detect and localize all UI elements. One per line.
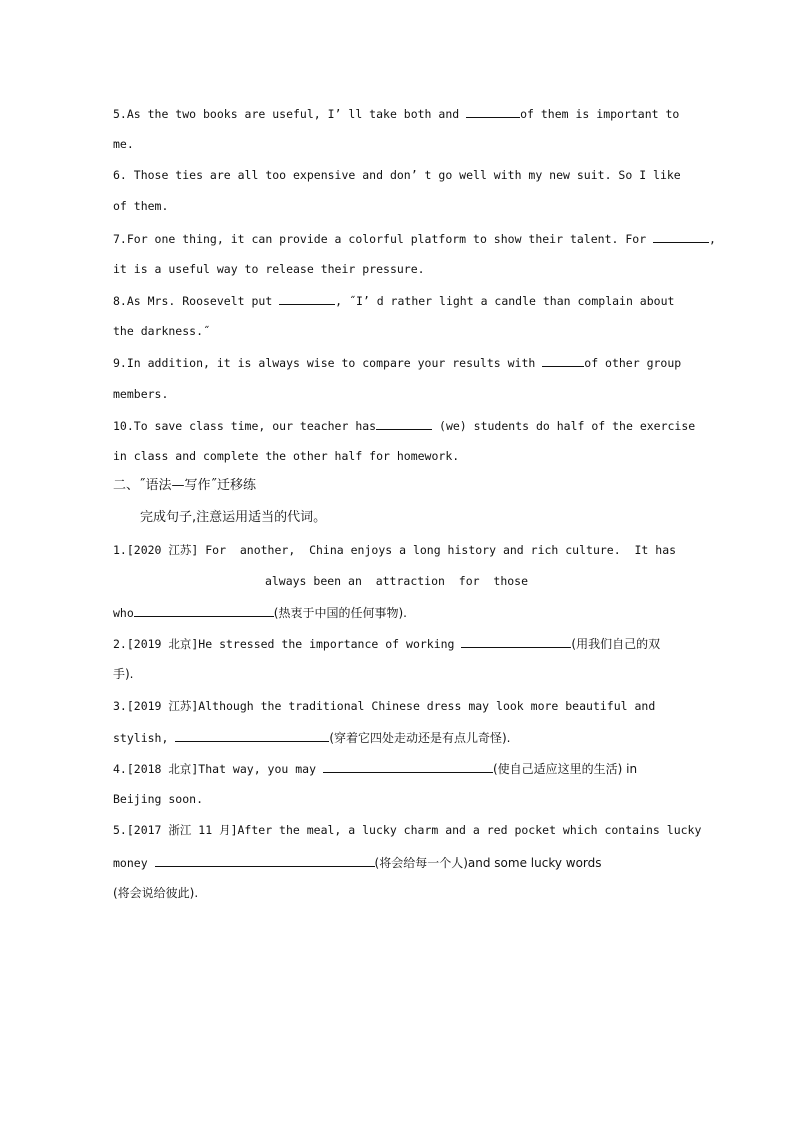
s2-q2-text: 2.[2019 北京]He stressed the importance of working bbox=[113, 637, 462, 651]
s2-q1-line-1: 1.[2020 江苏] For another, China enjoys a long history and rich culture. It has bbox=[113, 543, 677, 557]
s2-q3-line-2 bbox=[113, 729, 680, 746]
section-heading: 二、˝语法—写作˝迁移练 bbox=[113, 478, 257, 493]
q7-text: 7.For one thing, it can provide a colorful platform to show their talent. For bbox=[113, 232, 654, 246]
s2-q2-hint: (用我们自己的双 bbox=[571, 637, 661, 651]
s2-q2-line-2: 手). bbox=[113, 667, 134, 681]
s2-q5-line-2 bbox=[113, 854, 680, 871]
s2-q5-blank[interactable] bbox=[155, 854, 375, 867]
s2-q4-text: 4.[2018 北京]That way, you may bbox=[113, 762, 323, 776]
q5-line-2: me. bbox=[113, 137, 134, 151]
q9-text-2: of other group bbox=[584, 356, 682, 370]
q5-blank[interactable] bbox=[466, 105, 520, 118]
q8-text-2: , ˝I’ d rather light a candle than complain about bbox=[335, 294, 675, 308]
q8-line-2: the darkness.˝ bbox=[113, 324, 210, 338]
s2-q3-blank[interactable] bbox=[175, 729, 329, 742]
s2-q4-line-1 bbox=[113, 760, 680, 777]
q10-text-2: (we) students do half of the exercise bbox=[432, 419, 696, 433]
s2-q5-line-3: (将会说给彼此). bbox=[113, 886, 199, 900]
q9-text: 9.In addition, it is always wise to compare your results with bbox=[113, 356, 543, 370]
s2-q1-text: who bbox=[113, 606, 134, 620]
q8-line-1 bbox=[113, 292, 680, 309]
s2-q2-blank[interactable] bbox=[461, 635, 571, 648]
q7-text-2: , bbox=[709, 232, 716, 246]
s2-q1-line-2: always been an attraction for those bbox=[264, 574, 529, 588]
q5-text-2: of them is important to bbox=[520, 107, 680, 121]
s2-q4-line-2: Beijing soon. bbox=[113, 792, 204, 806]
s2-q1-line-3 bbox=[113, 604, 680, 621]
s2-q3-text: stylish, bbox=[113, 731, 176, 745]
s2-q3-hint: (穿着它四处走动还是有点儿奇怪). bbox=[329, 731, 511, 745]
s2-q3-line-1: 3.[2019 江苏]Although the traditional Chinese dress may look more beautiful and bbox=[113, 699, 656, 713]
q7-line-1 bbox=[113, 230, 716, 247]
s2-q2-line-1 bbox=[113, 635, 680, 652]
s2-q1-blank[interactable] bbox=[134, 604, 274, 617]
s2-q1-hint: (热衷于中国的任何事物). bbox=[273, 606, 407, 620]
s2-q5-line-1: 5.[2017 浙江 11 月]After the meal, a lucky charm and a red pocket which contains lucky bbox=[113, 823, 702, 837]
s2-q4-blank[interactable] bbox=[323, 760, 493, 773]
q9-line-1 bbox=[113, 354, 680, 371]
q9-line-2: members. bbox=[113, 387, 169, 401]
s2-q4-hint: (使自己适应这里的生活) in bbox=[492, 762, 638, 776]
q10-blank[interactable] bbox=[376, 417, 432, 430]
section-instruction: 完成句子,注意运用适当的代词。 bbox=[140, 510, 327, 525]
q8-text: 8.As Mrs. Roosevelt put bbox=[113, 294, 280, 308]
q10-line-2: in class and complete the other half for homework. bbox=[113, 449, 460, 463]
q10-line-1 bbox=[113, 417, 696, 434]
q7-blank[interactable] bbox=[653, 230, 709, 243]
q5-text: 5.As the two books are useful, I’ ll take both and bbox=[113, 107, 467, 121]
s2-q5-hint: (将会给每一个人)and some lucky words bbox=[374, 856, 602, 870]
q10-text: 10.To save class time, our teacher has bbox=[113, 419, 377, 433]
q6-line-2: of them. bbox=[113, 199, 169, 213]
q6-line-1: 6. Those ties are all too expensive and don’ t go well with my new suit. So I like bbox=[113, 168, 681, 182]
s2-q5-text: money bbox=[113, 856, 155, 870]
q9-blank[interactable] bbox=[542, 354, 584, 367]
q8-blank[interactable] bbox=[279, 292, 335, 305]
q7-line-2: it is a useful way to release their pressure. bbox=[113, 262, 425, 276]
q5-line-1 bbox=[113, 105, 680, 122]
